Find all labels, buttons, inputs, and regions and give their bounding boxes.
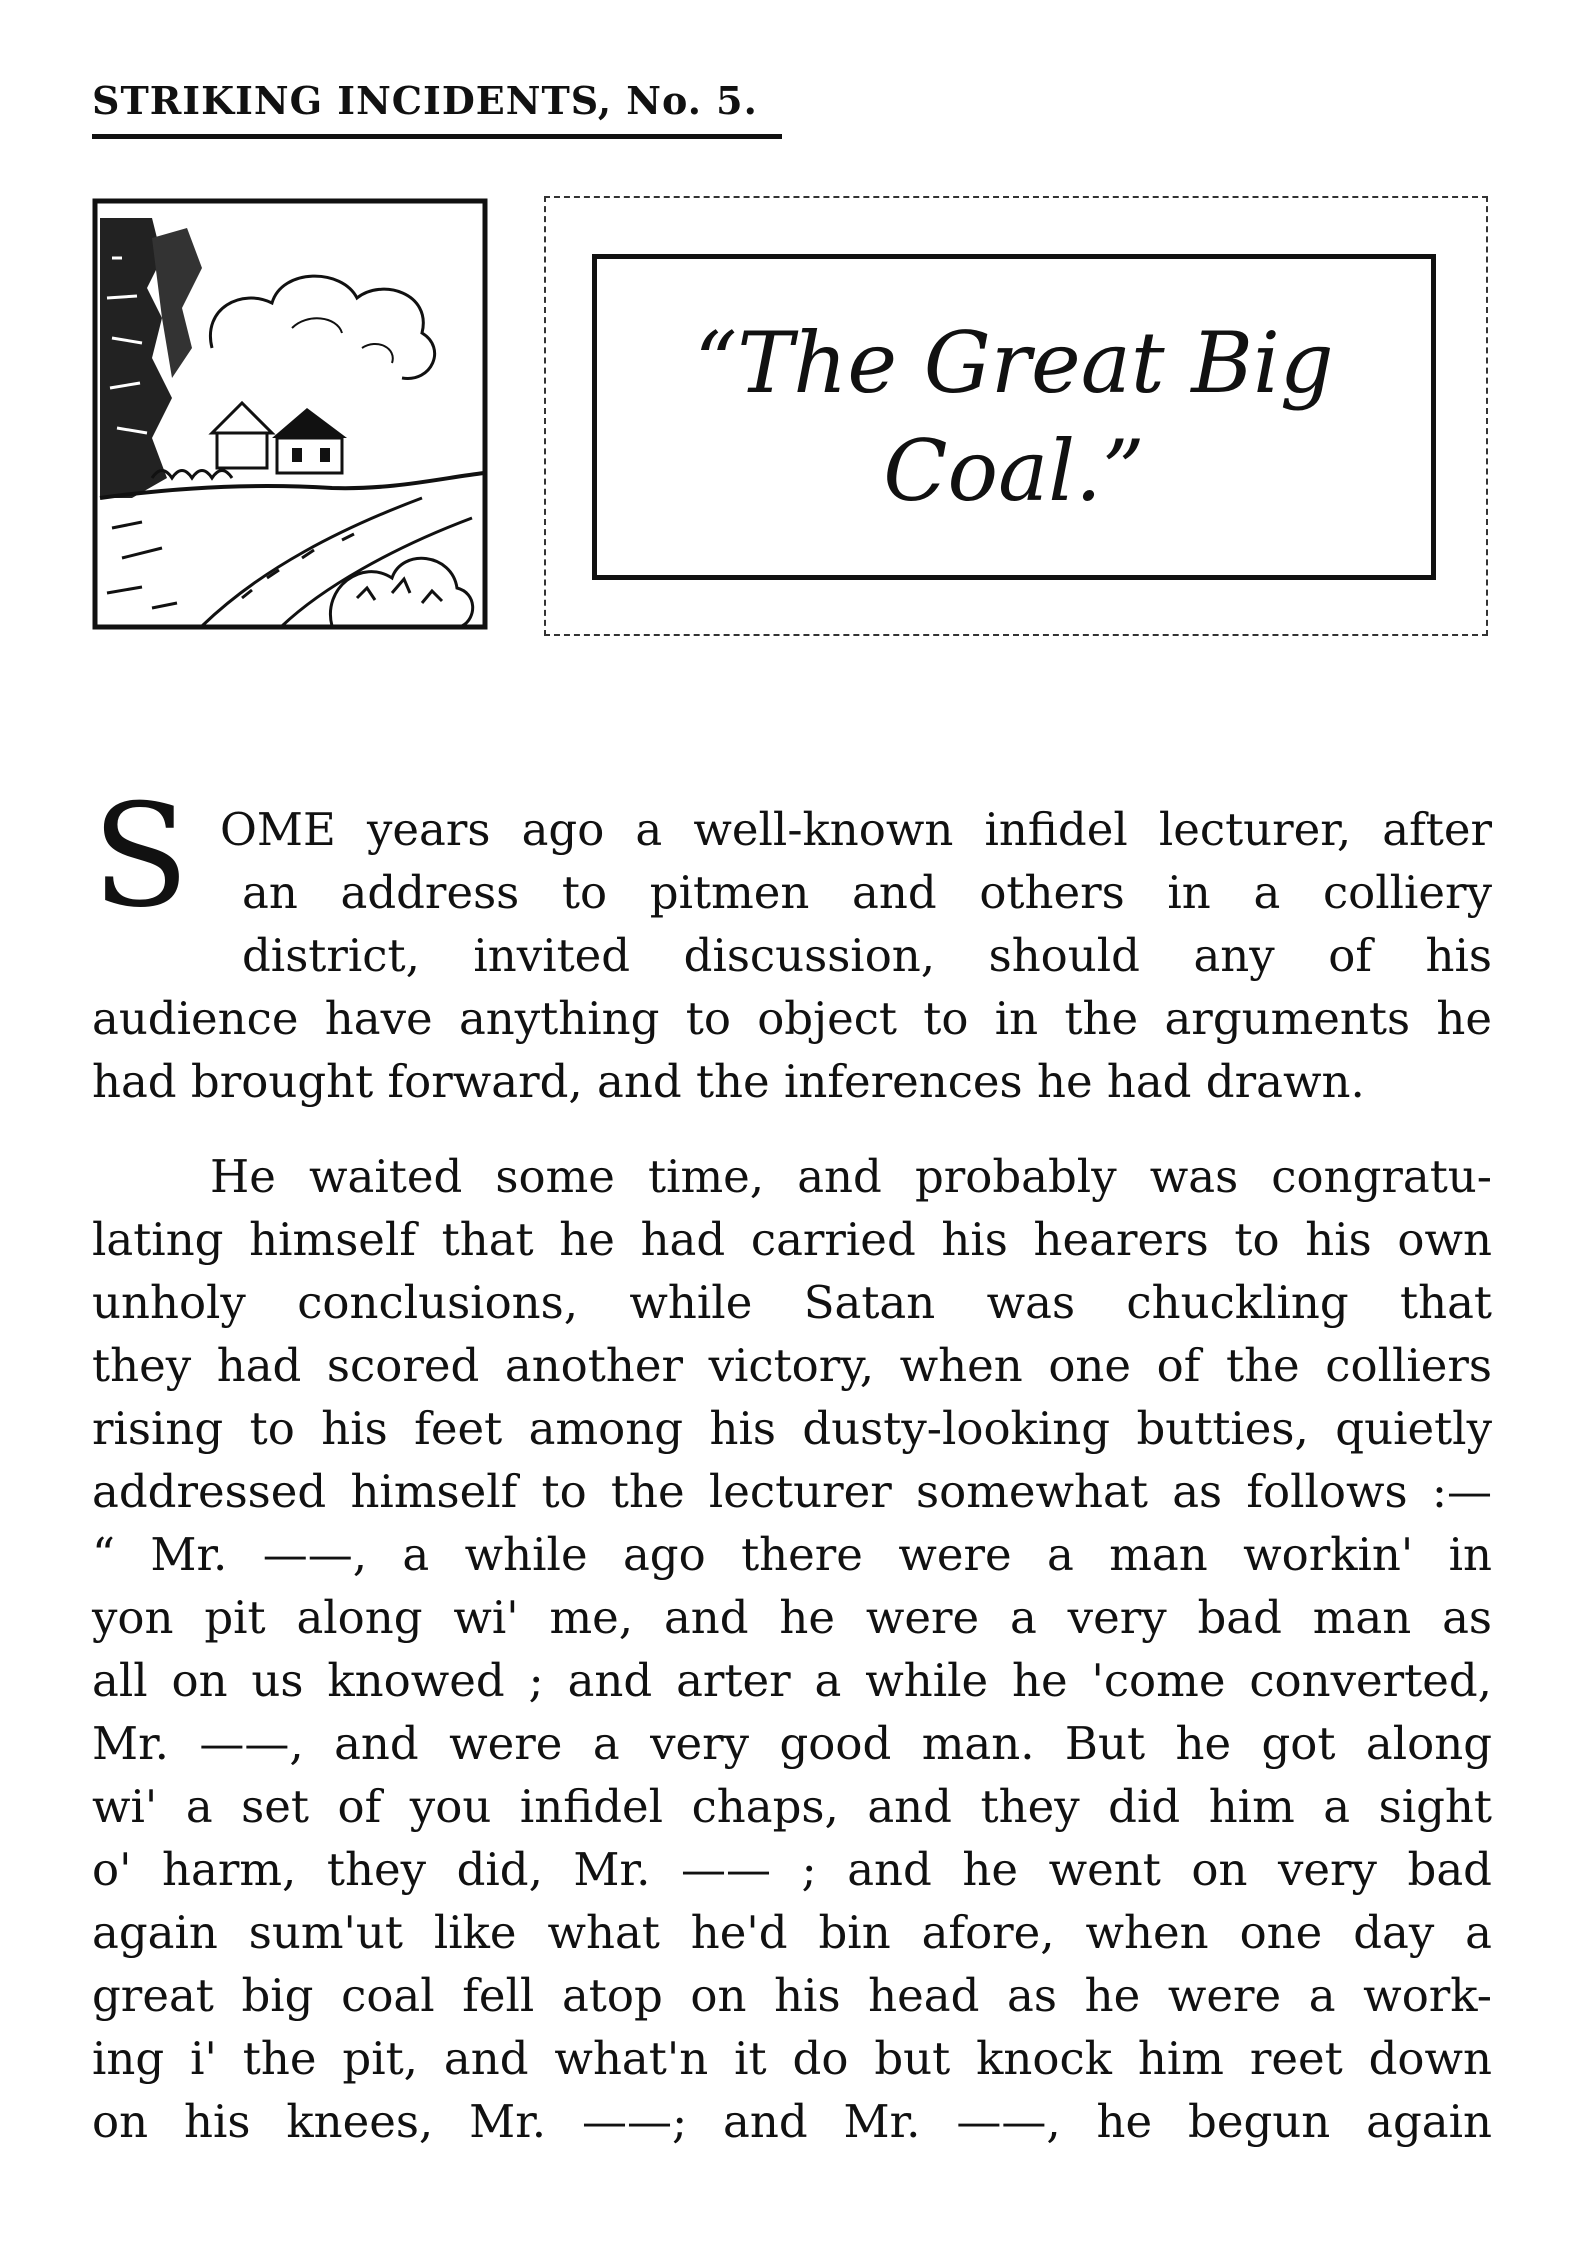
paragraph-line: Mr. ——, and were a very good man. But he got along: [92, 1717, 1492, 1770]
paragraph-line: lating himself that he had carried his hearers to his own: [92, 1213, 1492, 1266]
paragraph-line: had brought forward, and the inferences he had drawn.: [92, 1055, 1365, 1108]
paragraph-line: audience have anything to object to in the arguments he: [92, 992, 1492, 1045]
paragraph-line: again sum'ut like what he'd bin afore, when one day a: [92, 1906, 1492, 1959]
paragraph-line: ing i' the pit, and what'n it do but knock him reet down: [92, 2032, 1492, 2085]
paragraph-line: they had scored another victory, when one of the colliers: [92, 1339, 1492, 1392]
landscape-cottage-icon: [92, 198, 488, 630]
paragraph-line: unholy conclusions, while Satan was chuckling that: [92, 1276, 1492, 1329]
paragraph-line: o' harm, they did, Mr. —— ; and he went on very bad: [92, 1843, 1492, 1896]
paragraph-line: great big coal fell atop on his head as he were a work-: [92, 1969, 1492, 2022]
paragraph-line: OME years ago a well-known infidel lecturer, after: [220, 803, 1492, 856]
header-rule: [92, 134, 782, 139]
paragraph-1: [92, 798, 1492, 1113]
paragraph-line: “ Mr. ——, a while ago there were a man workin' in: [92, 1528, 1492, 1581]
paragraph-line: all on us knowed ; and arter a while he 'come converted,: [92, 1654, 1492, 1707]
title-frame: [592, 254, 1436, 580]
paragraph-line: on his knees, Mr. ——; and Mr. ——, he begun again: [92, 2095, 1492, 2148]
paragraph-line: wi' a set of you infidel chaps, and they did him a sight: [92, 1780, 1492, 1833]
running-header: STRIKING INCIDENTS, No. 5.: [92, 78, 758, 123]
paragraph-line: rising to his feet among his dusty-looking butties, quietly: [92, 1402, 1492, 1455]
paragraph-line: district, invited discussion, should any of his: [242, 929, 1492, 982]
paragraph-line: He waited some time, and probably was congratu-: [210, 1150, 1492, 1203]
title-line-1: “The Great Big: [694, 314, 1334, 412]
paragraph-line: yon pit along wi' me, and he were a very bad man as: [92, 1591, 1492, 1644]
paragraph-line: an address to pitmen and others in a colliery: [242, 866, 1492, 919]
paragraph-line: addressed himself to the lecturer somewhat as follows :—: [92, 1465, 1492, 1518]
paragraph-2: [92, 1145, 1492, 2153]
drop-cap: S: [92, 774, 190, 939]
title-line-2: Coal.”: [883, 422, 1145, 520]
